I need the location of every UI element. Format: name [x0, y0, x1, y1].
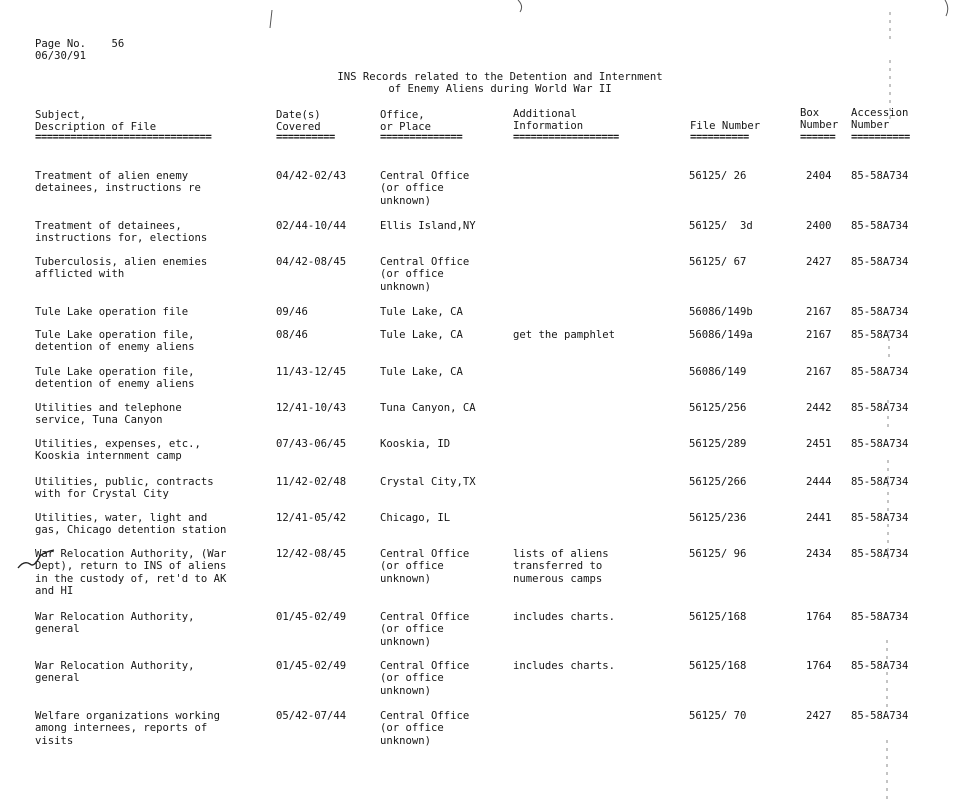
cell-office: Tule Lake, CA: [380, 366, 463, 378]
cell-subject: Treatment of detainees, instructions for, elections: [35, 220, 208, 245]
cell-accession-number: 85-58A734: [851, 329, 909, 341]
cell-office: Central Office (or office unknown): [380, 170, 470, 207]
cell-file-number: 56125/168: [689, 611, 747, 623]
page-number: 56: [111, 38, 125, 50]
cell-box-number: 2167: [806, 329, 832, 341]
cell-box-number: 2451: [806, 438, 832, 450]
cell-box-number: 2427: [806, 710, 832, 722]
handwritten-check-mark: [18, 550, 54, 568]
cell-accession-number: 85-58A734: [851, 366, 909, 378]
header-additional-line1: Additional: [513, 108, 577, 120]
cell-box-number: 2167: [806, 306, 832, 318]
page-date: 06/30/91: [35, 50, 87, 62]
cell-file-number: 56125/256: [689, 402, 747, 414]
header-subject-line2: Description of File: [35, 121, 157, 133]
cell-office: Tuna Canyon, CA: [380, 402, 476, 414]
document-title: INS Records related to the Detention and Internment: [337, 71, 663, 83]
cell-office: Central Office (or office unknown): [380, 256, 470, 293]
cell-file-number: 56125/236: [689, 512, 747, 524]
cell-accession-number: 85-58A734: [851, 548, 909, 560]
cell-office: Central Office (or office unknown): [380, 548, 470, 585]
cell-office: Central Office (or office unknown): [380, 710, 470, 747]
cell-subject: War Relocation Authority, general: [35, 611, 195, 636]
cell-subject: War Relocation Authority, general: [35, 660, 195, 685]
cell-file-number: 56086/149: [689, 366, 747, 378]
header-accession-line2: Number: [851, 119, 890, 131]
cell-accession-number: 85-58A734: [851, 220, 909, 232]
cell-office: Tule Lake, CA: [380, 306, 463, 318]
cell-date: 12/42-08/45: [276, 548, 347, 560]
header-box-line2: Number: [800, 119, 839, 131]
cell-accession-number: 85-58A734: [851, 710, 909, 722]
cell-file-number: 56125/ 96: [689, 548, 747, 560]
cell-subject: Tuberculosis, alien enemies afflicted with: [35, 256, 208, 281]
cell-additional-info: includes charts.: [513, 611, 616, 623]
underline-additional: ==================: [513, 131, 619, 143]
cell-subject: Tule Lake operation file: [35, 306, 189, 318]
cell-date: 11/42-02/48: [276, 476, 347, 488]
header-box-line1: Box: [800, 107, 820, 119]
stray-mark-top-center: [518, 0, 522, 12]
cell-subject: Utilities, public, contracts with for Crystal City: [35, 476, 214, 501]
cell-date: 04/42-02/43: [276, 170, 347, 182]
cell-file-number: 56125/ 67: [689, 256, 747, 268]
header-file-number: File Number: [690, 120, 761, 132]
cell-subject: Tule Lake operation file, detention of enemy aliens: [35, 366, 195, 391]
cell-accession-number: 85-58A734: [851, 438, 909, 450]
cell-additional-info: get the pamphlet: [513, 329, 616, 341]
cell-accession-number: 85-58A734: [851, 306, 909, 318]
header-office-line2: or Place: [380, 121, 432, 133]
cell-office: Central Office (or office unknown): [380, 660, 470, 697]
underline-office: ==============: [380, 131, 463, 143]
cell-box-number: 2404: [806, 170, 832, 182]
cell-accession-number: 85-58A734: [851, 660, 909, 672]
cell-accession-number: 85-58A734: [851, 170, 909, 182]
page-label: Page No.: [35, 38, 87, 50]
cell-date: 09/46: [276, 306, 308, 318]
header-office-line1: Office,: [380, 109, 425, 121]
cell-date: 01/45-02/49: [276, 611, 347, 623]
cell-office: Kooskia, ID: [380, 438, 451, 450]
cell-additional-info: lists of aliens transferred to numerous camps: [513, 548, 609, 585]
underline-subject: ==============================: [35, 131, 212, 143]
stray-mark-top-right: [945, 0, 948, 16]
cell-box-number: 2167: [806, 366, 832, 378]
cell-office: Tule Lake, CA: [380, 329, 463, 341]
document-subtitle: of Enemy Aliens during World War II: [388, 83, 612, 95]
cell-subject: Welfare organizations working among internees, reports of visits: [35, 710, 220, 747]
cell-accession-number: 85-58A734: [851, 611, 909, 623]
header-date-line1: Date(s): [276, 109, 321, 121]
header-subject-line1: Subject,: [35, 109, 87, 121]
cell-file-number: 56086/149b: [689, 306, 753, 318]
cell-subject: Utilities and telephone service, Tuna Canyon: [35, 402, 182, 427]
cell-subject: Utilities, water, light and gas, Chicago detention station: [35, 512, 227, 537]
cell-accession-number: 85-58A734: [851, 512, 909, 524]
cell-box-number: 2444: [806, 476, 832, 488]
cell-box-number: 2400: [806, 220, 832, 232]
cell-date: 12/41-05/42: [276, 512, 347, 524]
underline-date: ==========: [276, 131, 335, 143]
cell-file-number: 56125/ 70: [689, 710, 747, 722]
cell-date: 08/46: [276, 329, 308, 341]
header-additional-line2: Information: [513, 120, 584, 132]
cell-office: Ellis Island,NY: [380, 220, 476, 232]
cell-file-number: 56125/266: [689, 476, 747, 488]
fold-line-right: [887, 12, 890, 800]
cell-subject: Tule Lake operation file, detention of enemy aliens: [35, 329, 195, 354]
cell-file-number: 56125/168: [689, 660, 747, 672]
cell-accession-number: 85-58A734: [851, 402, 909, 414]
cell-subject: Treatment of alien enemy detainees, instructions re: [35, 170, 201, 195]
cell-date: 07/43-06/45: [276, 438, 347, 450]
cell-box-number: 1764: [806, 660, 832, 672]
cell-date: 01/45-02/49: [276, 660, 347, 672]
cell-file-number: 56086/149a: [689, 329, 753, 341]
stray-mark-top: [270, 10, 272, 28]
cell-accession-number: 85-58A734: [851, 476, 909, 488]
header-accession-line1: Accession: [851, 107, 909, 119]
underline-accession: ==========: [851, 131, 910, 143]
cell-box-number: 1764: [806, 611, 832, 623]
header-date-line2: Covered: [276, 121, 321, 133]
cell-file-number: 56125/ 26: [689, 170, 747, 182]
cell-subject: War Relocation Authority, (War Dept), return to INS of aliens in the custody of, ret'd to AK and HI: [35, 548, 227, 598]
cell-office: Central Office (or office unknown): [380, 611, 470, 648]
cell-box-number: 2442: [806, 402, 832, 414]
cell-office: Chicago, IL: [380, 512, 451, 524]
cell-file-number: 56125/ 3d: [689, 220, 753, 232]
cell-date: 12/41-10/43: [276, 402, 347, 414]
cell-date: 05/42-07/44: [276, 710, 347, 722]
cell-additional-info: includes charts.: [513, 660, 616, 672]
cell-date: 11/43-12/45: [276, 366, 347, 378]
underline-file-number: ==========: [690, 131, 749, 143]
cell-subject: Utilities, expenses, etc., Kooskia internment camp: [35, 438, 201, 463]
cell-date: 02/44-10/44: [276, 220, 347, 232]
underline-box: ======: [800, 131, 836, 143]
cell-office: Crystal City,TX: [380, 476, 476, 488]
cell-accession-number: 85-58A734: [851, 256, 909, 268]
cell-box-number: 2441: [806, 512, 832, 524]
cell-box-number: 2427: [806, 256, 832, 268]
cell-file-number: 56125/289: [689, 438, 747, 450]
cell-date: 04/42-08/45: [276, 256, 347, 268]
cell-box-number: 2434: [806, 548, 832, 560]
